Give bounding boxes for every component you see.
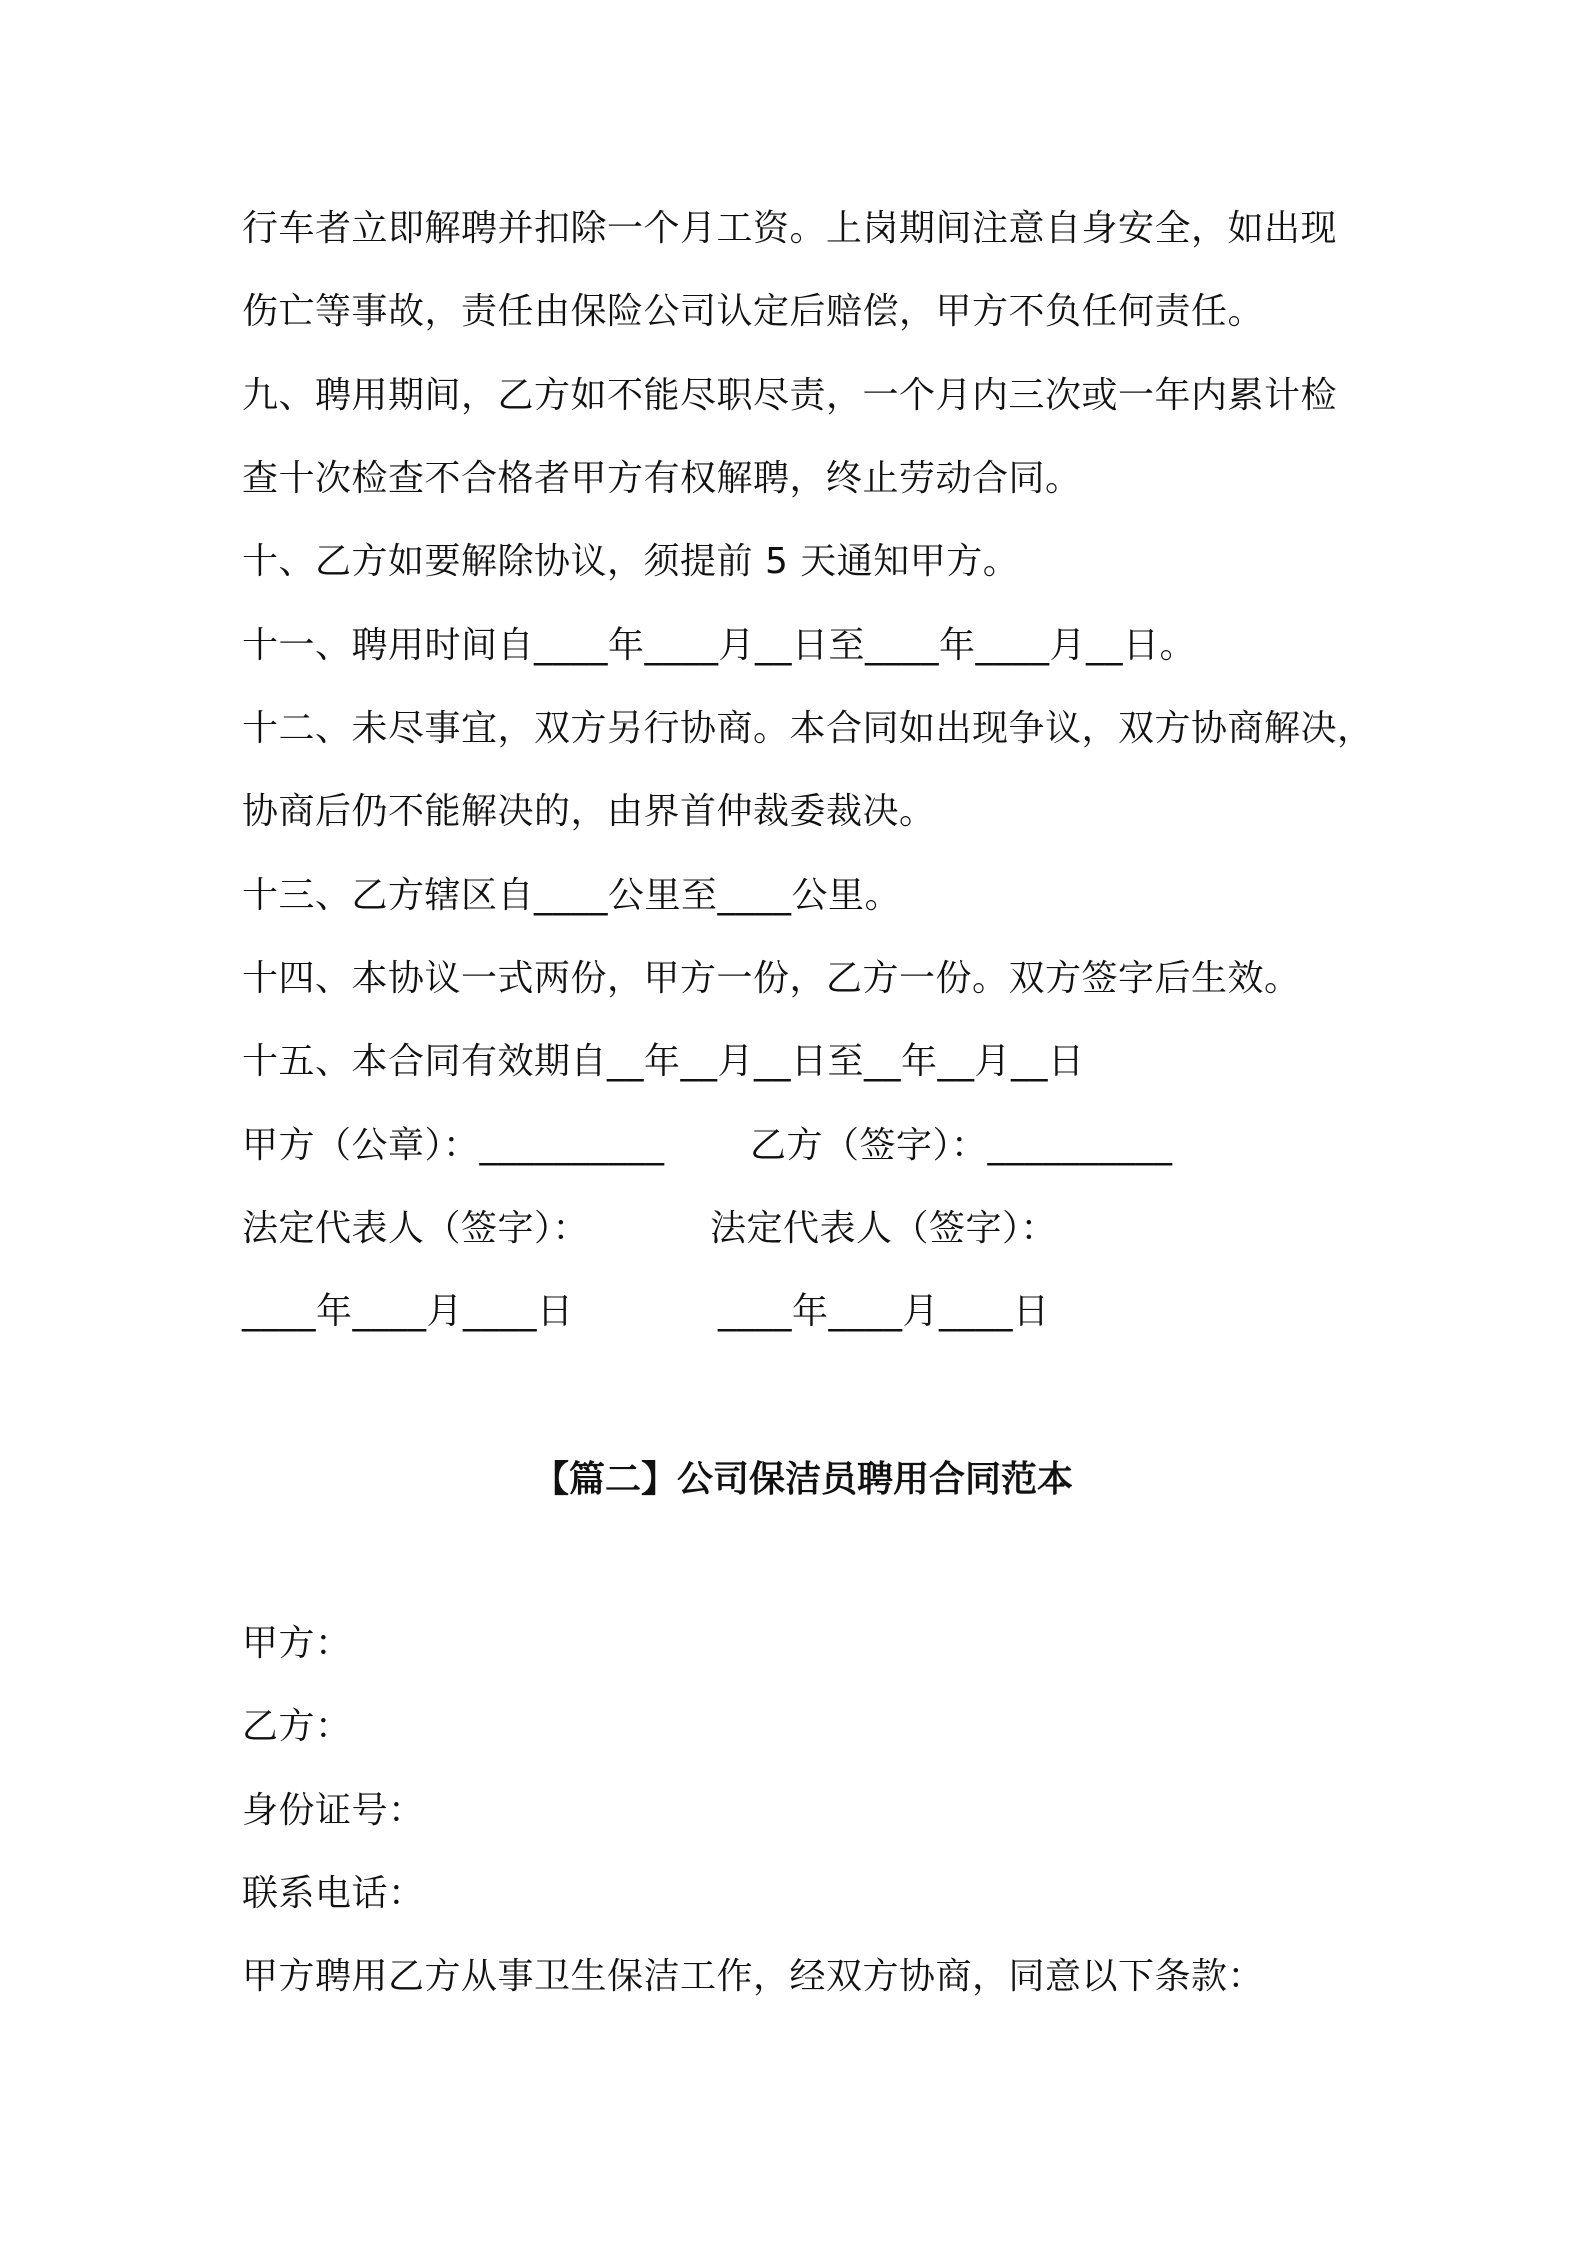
clause-13-line: 十三、乙方辖区自____公里至____公里。	[242, 875, 902, 916]
clause-9-line: 九、聘用期间，乙方如不能尽职尽责，一个月内三次或一年内累计检	[242, 375, 1338, 416]
rep-a: 法定代表人（签字）：	[242, 1208, 590, 1249]
clause-12-line: 十二、未尽事宜，双方另行协商。本合同如出现争议，双方协商解决，	[242, 708, 1374, 749]
party-b-label: 乙方：	[242, 1706, 352, 1747]
clause-10-line: 十、乙方如要解除协议，须提前 5 天通知甲方。	[242, 541, 1020, 582]
party-a-label: 甲方：	[242, 1623, 352, 1664]
clause-12-line: 协商后仍不能解决的，由界首仲裁委裁决。	[242, 791, 936, 832]
clause-15-line: 十五、本合同有效期自__年__月__日至__年__月__日	[242, 1041, 1085, 1082]
phone-label: 联系电话：	[242, 1873, 425, 1914]
party-b-sign: 乙方（签字）：__________	[750, 1125, 1173, 1166]
party-a-seal: 甲方（公章）：__________	[242, 1125, 665, 1166]
id-number-label: 身份证号：	[242, 1790, 425, 1831]
intro-line: 甲方聘用乙方从事卫生保洁工作，经双方协商，同意以下条款：	[242, 1956, 1265, 1997]
paragraph-line: 伤亡等事故，责任由保险公司认定后赔偿，甲方不负任何责任。	[242, 291, 1265, 332]
paragraph-line: 行车者立即解聘并扣除一个月工资。上岗期间注意自身安全，如出现	[242, 208, 1338, 249]
section-title: 【篇二】公司保洁员聘用合同范本	[532, 1459, 1073, 1500]
clause-11-line: 十一、聘用时间自____年____月__日至____年____月__日。	[242, 625, 1197, 666]
clause-9-line: 查十次检查不合格者甲方有权解聘，终止劳动合同。	[242, 458, 1082, 499]
rep-b: 法定代表人（签字）：	[710, 1208, 1058, 1249]
clause-14-line: 十四、本协议一式两份，甲方一份，乙方一份。双方签字后生效。	[242, 958, 1301, 999]
date-b: ____年____月____日	[718, 1291, 1050, 1332]
date-a: ____年____月____日	[242, 1291, 574, 1332]
